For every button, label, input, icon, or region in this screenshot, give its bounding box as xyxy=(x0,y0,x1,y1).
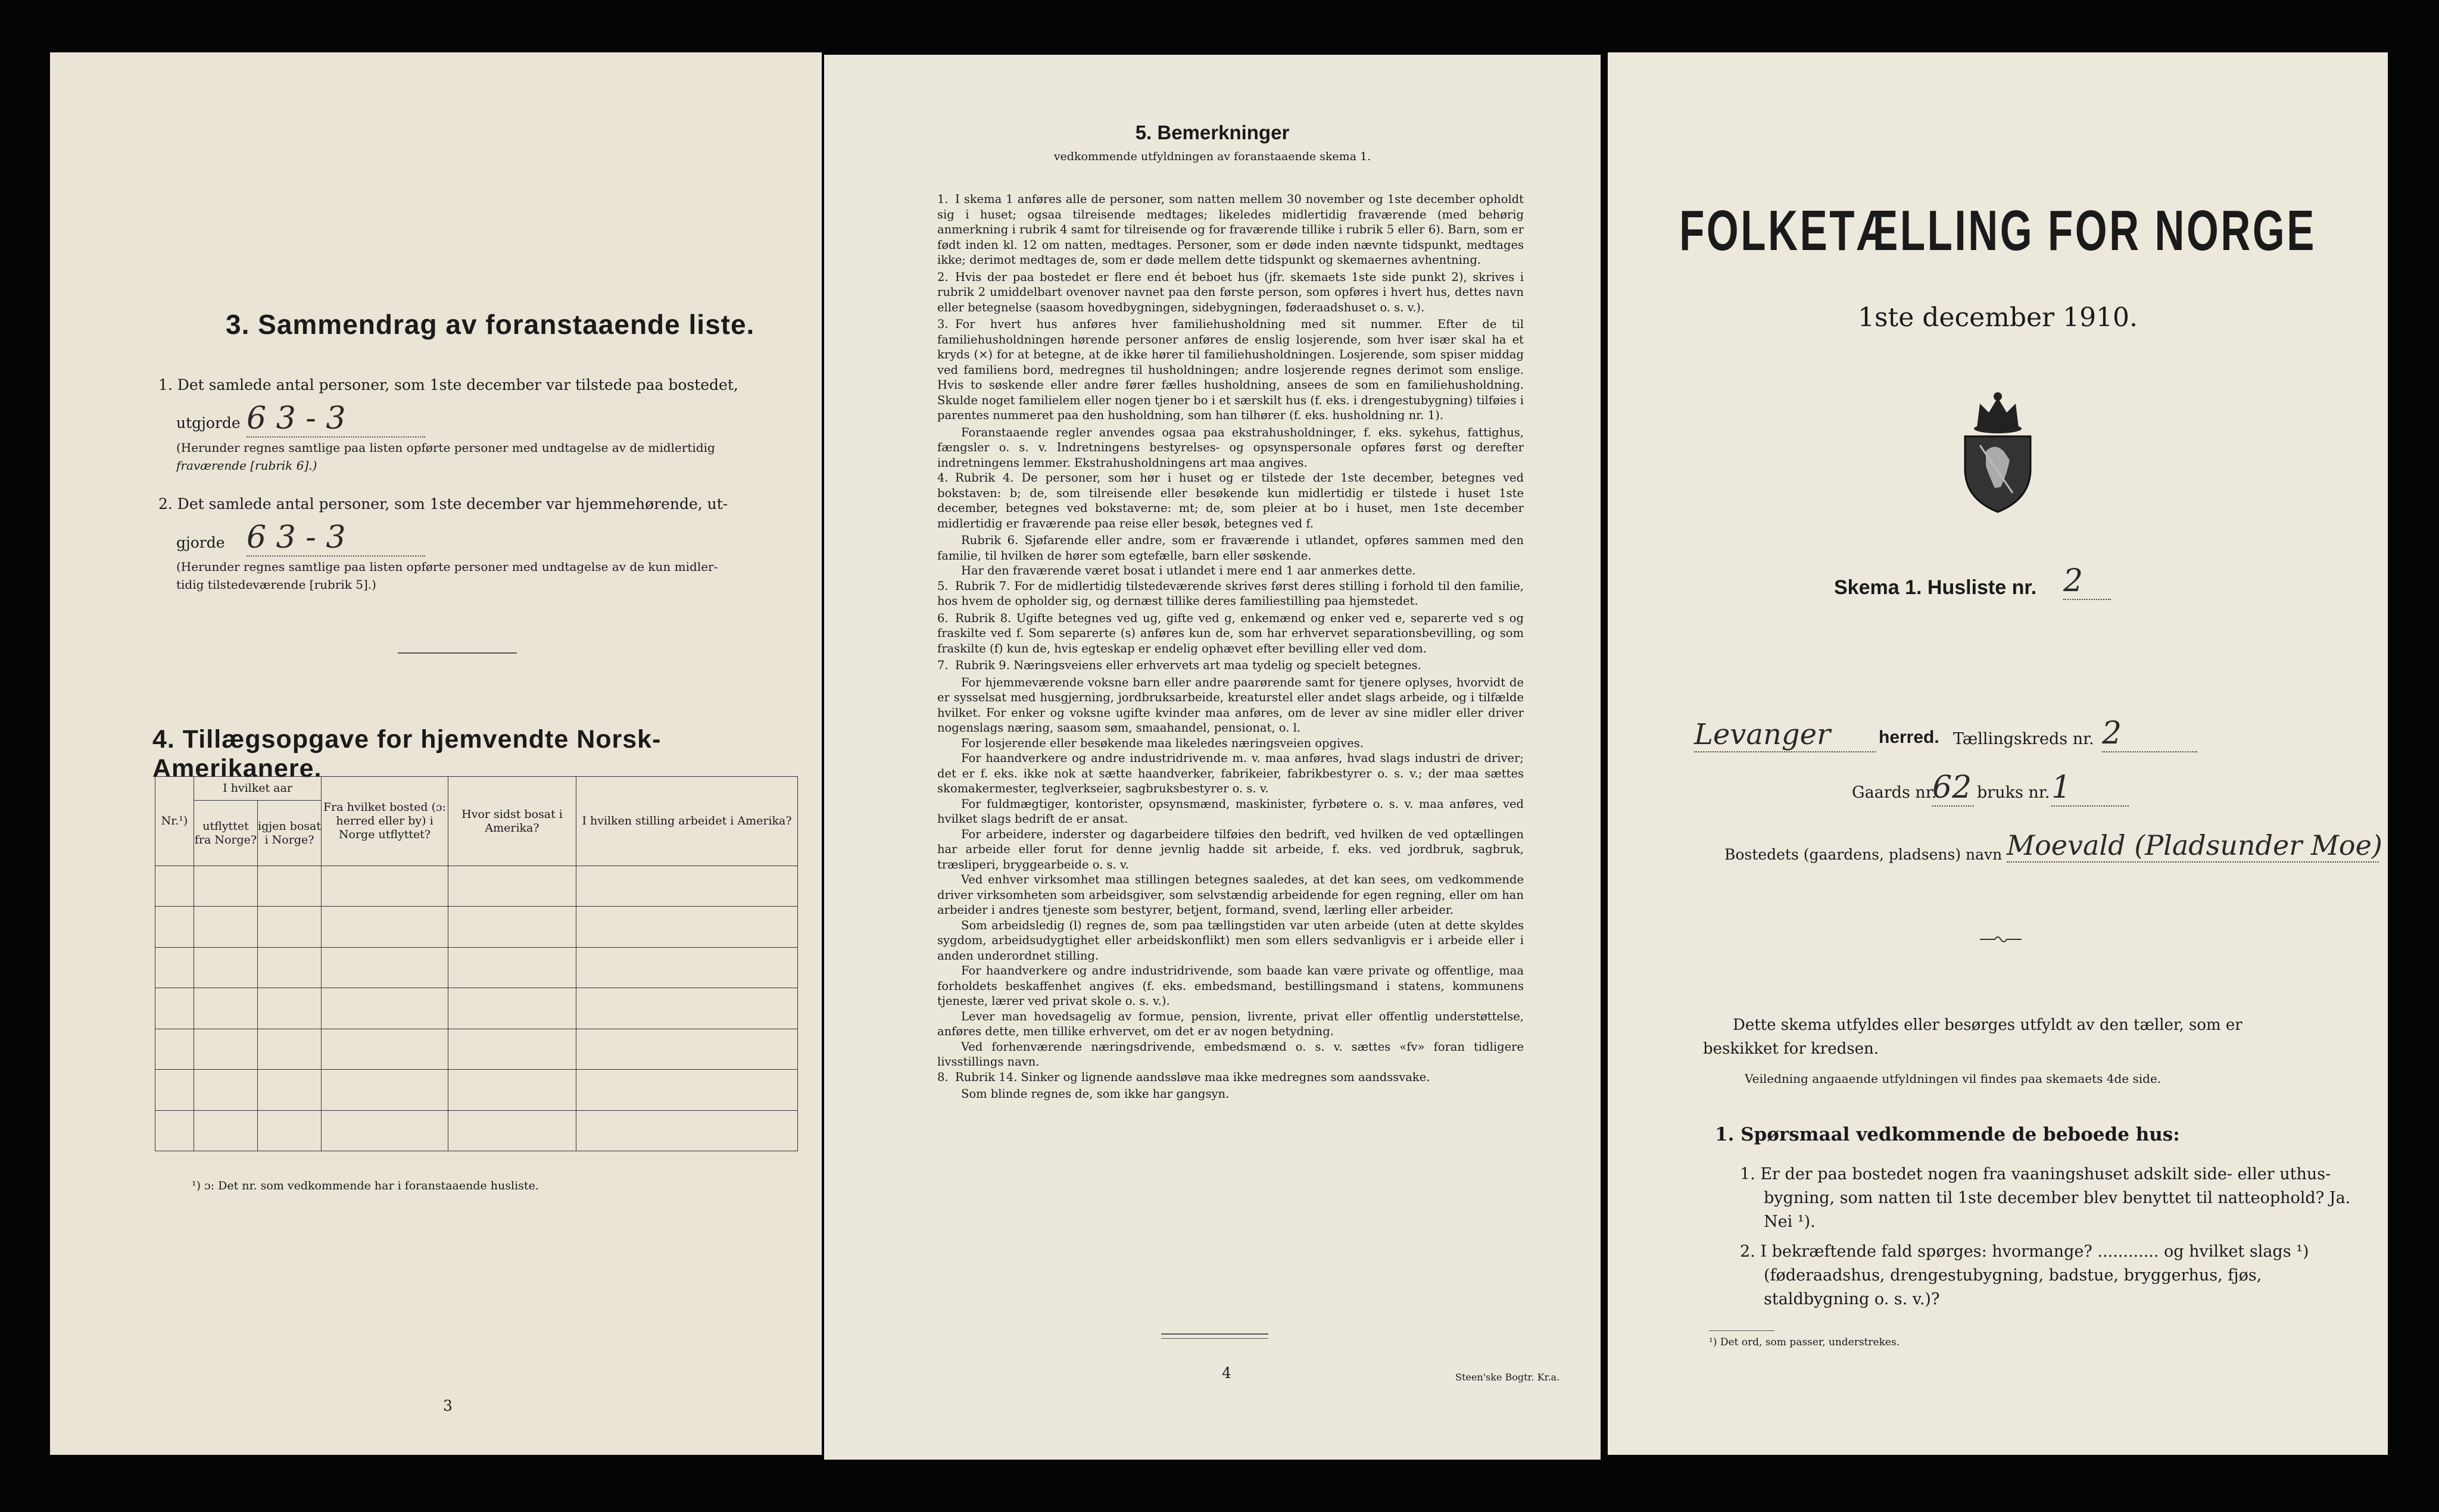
remark-item xyxy=(937,563,1524,579)
item-2-text: 2. Det samlede antal personer, som 1ste december var hjemmehørende, ut- xyxy=(158,495,728,513)
instruction-1: Dette skema utfyldes eller besørges utfyldt av den tæller, som er beskikket for kredsen. xyxy=(1703,1016,2242,1058)
bruks-label: bruks nr. xyxy=(1977,783,2050,802)
gaards-value: 62 xyxy=(1932,770,1974,807)
remark-item xyxy=(937,1086,1524,1102)
remark-item xyxy=(937,918,1524,964)
remark-text: For fuldmægtiger, kontorister, opsynsmænd, maskinister, fyrbøtere o. s. v. maa anføres, ved hvilket slags bedrift de er ansat. xyxy=(937,796,1524,826)
remark-text: Som blinde regnes de, som ikke har gangsyn. xyxy=(961,1087,1230,1101)
remark-item xyxy=(937,1009,1524,1039)
remark-number: 3. xyxy=(937,317,949,331)
bosted-value: Moevald (Pladsunder Moe) xyxy=(2007,829,2382,861)
coat-of-arms-icon xyxy=(1953,386,2042,514)
divider xyxy=(1709,1330,1774,1331)
table-row xyxy=(155,988,798,1029)
remark-text: Rubrik 14. Sinker og lignende aandssløve maa ikke medregnes som aandssvake. xyxy=(955,1070,1430,1084)
table-row xyxy=(155,866,798,907)
remarks-list xyxy=(937,192,1524,1102)
remark-item xyxy=(937,872,1524,918)
census-date: 1ste december 1910. xyxy=(1857,302,2138,333)
col-position: I hvilken stilling arbeidet i Amerika? xyxy=(576,777,798,866)
item-1-text: 1. Det samlede antal personer, som 1ste december var tilstede paa bostedet, xyxy=(158,376,738,393)
bosted-label: Bostedets (gaardens, pladsens) navn xyxy=(1724,846,2003,863)
item-1-note-2: fraværende [rubrik 6].) xyxy=(176,458,317,473)
page-1-cover xyxy=(1608,52,2388,1455)
remark-item xyxy=(937,533,1524,563)
printer-mark: Steen'ske Bogtr. Kr.a. xyxy=(1455,1372,1560,1383)
col-year-group: I hvilket aar xyxy=(194,777,322,801)
remarks-subtitle: vedkommende utfyldningen av foranstaaende skema 1. xyxy=(1053,150,1371,163)
remark-text: For arbeidere, inderster og dagarbeidere tilføies den bedrift, ved hvilken de ved optællingen har arbeide eller forut for denne jevnlig hadde sit arbeide, f. eks. ved jordbruk, sagbruk, træsliperi, bryggearbeide o. s. v. xyxy=(937,827,1524,871)
divider xyxy=(1161,1338,1268,1339)
remarks-title: 5. Bemerkninger xyxy=(1135,121,1290,143)
col-last-residence: Hvor sidst bosat i Amerika? xyxy=(448,777,576,866)
page-4 xyxy=(824,55,1601,1460)
remark-number: 4. xyxy=(937,471,949,485)
remark-item xyxy=(937,963,1524,1009)
instruction-2: Veiledning angaaende utfyldningen vil findes paa skemaets 4de side. xyxy=(1745,1071,2162,1086)
remark-item xyxy=(937,1070,1524,1085)
ornament-icon xyxy=(1980,933,2022,945)
remark-text: For haandverkere og andre industridrivende m. v. maa anføres, hvad slags industri de driver; det er f. eks. ikke nok at sætte haandverker, fabrikeier, fabrikbestyrer o. s. v.; der maa sættes skomakermester, teglverkseier, sagbruksbestyrer o. s. v. xyxy=(937,751,1524,795)
item-2-note-1: (Herunder regnes samtlige paa listen opførte personer med undtagelse av de kun midler- xyxy=(176,560,718,574)
husliste-nr: 2 xyxy=(2063,563,2111,600)
remark-item xyxy=(937,736,1524,751)
remark-text: Foranstaaende regler anvendes ogsaa paa ekstrahusholdninger, f. eks. sykehus, fattighus, fængsler o. s. v. Indretningens bestyrelses- og opsynspersonale opføres først og derefter indretningens lemmer. Ekstrahusholdningens art maa angives. xyxy=(937,425,1524,470)
table-footnote: ¹) ɔ: Det nr. som vedkommende har i foranstaaende husliste. xyxy=(192,1179,539,1192)
divider xyxy=(1161,1333,1268,1335)
section-4-title: 4. Tillægsopgave for hjemvendte Norsk-Amerikanere. xyxy=(152,725,662,783)
remark-text: Rubrik 4. De personer, som hør i huset og er tilstede der 1ste december, betegnes ved bokstaven: b; de, som tilreisende eller besøkende kun midlertidig er tilstede i huset 1ste december, betegnes ved bokstaverne: mt; de, som pleier at bo i huset, men 1ste december midlertidig er fraværende paa reise eller besøk, betegnes ved f. xyxy=(937,471,1524,530)
herred-value: Levanger xyxy=(1694,718,1876,752)
remark-text: For hjemmeværende voksne barn eller andre paarørende samt for tjenere oplyses, hvorvidt de er sysselsat med husgjerning, jordbruksarbeide, kreaturstel eller andet slags arbeide, og i tilfælde hvilket. For enker og voksne ugifte kvinder maa anføres, om de lever av sine midler eller driver nogenslags næring, saasom søm, smaahandel, pensionat, o. l. xyxy=(937,675,1524,735)
item-1-note-1: (Herunder regnes samtlige paa listen opførte personer med undtagelse av de midlertidig xyxy=(176,441,715,455)
page-number: 3 xyxy=(443,1397,453,1414)
remark-text: Rubrik 7. For de midlertidig tilstedeværende skrives først deres stilling i forhold til den familie, hos hvem de opholder sig, og dernæst tillike deres familiestilling paa hjemstedet. xyxy=(937,579,1524,608)
remark-text: I skema 1 anføres alle de personer, som natten mellem 30 november og 1ste december opholdt sig i huset; ogsaa tilreisende medtages; likeledes midlertidig fraværende (med behørig anmerkning i rubrik 4 samt for tilreisende og for fraværende tillike i rubrik 5 eller 6). Barn, som er født inden kl. 12 om natten, medtages. Personer, som er døde inden nævnte tidspunkt, medtages ikke; derimot medtages de, som er døde mellem dette tidspunkt og skemaernes avhentning. xyxy=(937,192,1524,267)
question-1: 1. Er der paa bostedet nogen fra vaaningshuset adskilt side- eller uthus-bygning, som natten til 1ste december blev benyttet til natteophold? Ja. Nei ¹). xyxy=(1740,1165,2351,1231)
remark-text: Hvis der paa bostedet er flere end ét beboet hus (jfr. skemaets 1ste side punkt 2), skrives i rubrik 2 umiddelbart ovenover navnet paa den første person, som opføres i hvert hus, dettes navn eller betegnelse (saasom hovedbygningen, sidebygningen, føderaadshuset o. s. v.). xyxy=(937,270,1524,314)
item-2-note-2: tidig tilstedeværende [rubrik 5].) xyxy=(176,577,376,592)
remark-item xyxy=(937,675,1524,736)
questions-title: 1. Spørsmaal vedkommende de beboede hus: xyxy=(1715,1124,2180,1145)
col-returned: igjen bosat i Norge? xyxy=(258,801,322,866)
main-title: FOLKETÆLLING FOR NORGE xyxy=(1679,199,2316,263)
remark-item xyxy=(937,192,1524,268)
schema-label: Skema 1. Husliste nr. xyxy=(1834,576,2037,599)
page-number: 4 xyxy=(1222,1364,1231,1382)
kreds-value: 2 xyxy=(2102,716,2197,752)
col-nr: Nr.¹) xyxy=(155,777,194,866)
remark-text: Som arbeidsledig (l) regnes de, som paa tællingstiden var uten arbeide (uten at dette skyldes sygdom, arbeidsudygtighet eller arbeidskonflikt) men som ellers sedvanligvis er i arbeide eller i anden underordnet stilling. xyxy=(937,918,1524,963)
section-3-title: 3. Sammendrag av foranstaaende liste. xyxy=(226,309,755,340)
page-3 xyxy=(50,52,822,1455)
remark-text: Ved forhenværende næringsdrivende, embedsmænd o. s. v. sættes «fv» foran tidligere livsstillings navn. xyxy=(937,1039,1524,1069)
col-emigrated: utflyttet fra Norge? xyxy=(194,801,258,866)
remark-item xyxy=(937,827,1524,873)
remark-text: For hvert hus anføres hver familiehusholdning med sit nummer. Efter de til familiehusholdningen hørende personer anføres de enslig losjerende, som hver især skal ha et kryds (×) for at betegne, at de ikke hører til familiehusholdningen. Losjerende, som spiser middag ved familiens bord, medregnes til husholdningen; andre losjerende regnes derimot som enslige. Hvis to søskende eller andre fører fælles husholdning, ansees de som en familiehusholdning. Skulde noget familielem eller nogen tjener bo i et særskilt hus (f. eks. i drengestubygning) tilføies i parentes nummeret paa den husholdning, som han tilhører (f. eks. husholdning nr. 1). xyxy=(937,317,1524,422)
remark-item xyxy=(937,425,1524,471)
remark-number: 5. xyxy=(937,579,949,593)
remark-text: Lever man hovedsagelig av formue, pension, livrente, privat eller offentlig understøttelse, anføres dette, men tillike erhvervet, om det er av nogen betydning. xyxy=(937,1009,1524,1038)
gaards-label: Gaards nr. xyxy=(1852,783,1937,802)
table-row xyxy=(155,1029,798,1069)
remark-text: Rubrik 8. Ugifte betegnes ved ug, gifte ved g, enkemænd og enker ved e, separerte ved s og fraskilte ved f. Som separerte (s) anføres kun de, som har erhvervet separationsbevilling, og som fraskilte (f) kun de, hvis egteskap er endelig ophævet efter bevilling eller ved dom. xyxy=(937,611,1524,655)
table-row xyxy=(155,907,798,947)
remark-text: Har den fraværende været bosat i utlandet i mere end 1 aar anmerkes dette. xyxy=(961,564,1416,577)
remark-item xyxy=(937,796,1524,827)
remark-text: Rubrik 9. Næringsveiens eller erhvervets art maa tydelig og specielt betegnes. xyxy=(955,658,1421,672)
remark-item xyxy=(937,579,1524,609)
norsk-amerikanere-table xyxy=(155,776,798,1151)
remark-text: Ved enhver virksomhet maa stillingen betegnes saaledes, at det kan sees, om vedkommende driver virksomheten som arbeidsgiver, som selvstændig arbeidende for egen regning, eller om han arbeider i andres tjeneste som bestyrer, betjent, formand, svend, lærling eller arbeider. xyxy=(937,873,1524,917)
remark-item xyxy=(937,270,1524,315)
table-row xyxy=(155,1110,798,1151)
remark-item xyxy=(937,1039,1524,1070)
remark-number: 1. xyxy=(937,192,949,206)
remark-number: 2. xyxy=(937,270,949,284)
col-from-where: Fra hvilket bosted (ɔ: herred eller by) i Norge utflyttet? xyxy=(322,777,448,866)
item-2-label: gjorde xyxy=(176,534,225,551)
question-2: 2. I bekræftende fald spørges: hvormange? ............ og hvilket slags ¹) (føderaadshus, drengestubygning, badstue, bryggerhus, fjøs, staldbygning o. s. v.)? xyxy=(1740,1242,2309,1308)
table-row xyxy=(155,1070,798,1110)
footnote: ¹) Det ord, som passer, understrekes. xyxy=(1709,1336,1900,1348)
item-1-label: utgjorde xyxy=(176,414,241,432)
kreds-label: Tællingskreds nr. xyxy=(1953,730,2094,748)
remark-item xyxy=(937,317,1524,423)
remark-number: 8. xyxy=(937,1070,949,1084)
remark-item xyxy=(937,611,1524,657)
remark-number: 6. xyxy=(937,611,949,625)
remark-number: 7. xyxy=(937,658,949,672)
item-2-value: 6 3 - 3 xyxy=(247,520,425,557)
table-row xyxy=(155,947,798,988)
bruks-value: 1 xyxy=(2051,770,2129,807)
remark-item xyxy=(937,658,1524,673)
item-1-value: 6 3 - 3 xyxy=(247,401,425,438)
remark-text: Rubrik 6. Sjøfarende eller andre, som er fraværende i utlandet, opføres sammen med den familie, til hvilken de hører som egtefælle, barn eller søskende. xyxy=(937,533,1524,563)
remark-item xyxy=(937,470,1524,531)
remark-text: For losjerende eller besøkende maa likeledes næringsveien opgives. xyxy=(961,736,1364,750)
herred-label: herred. xyxy=(1879,727,1939,747)
divider xyxy=(398,652,517,654)
remark-text: For haandverkere og andre industridrivende, som baade kan være private og offentlige, maa forholdets beskaffenhet angives (f. eks. embedsmand, bestillingsmand i statens, kommunens tjeneste, lærer ved privat skole o. s. v.). xyxy=(937,964,1524,1008)
remark-item xyxy=(937,751,1524,796)
